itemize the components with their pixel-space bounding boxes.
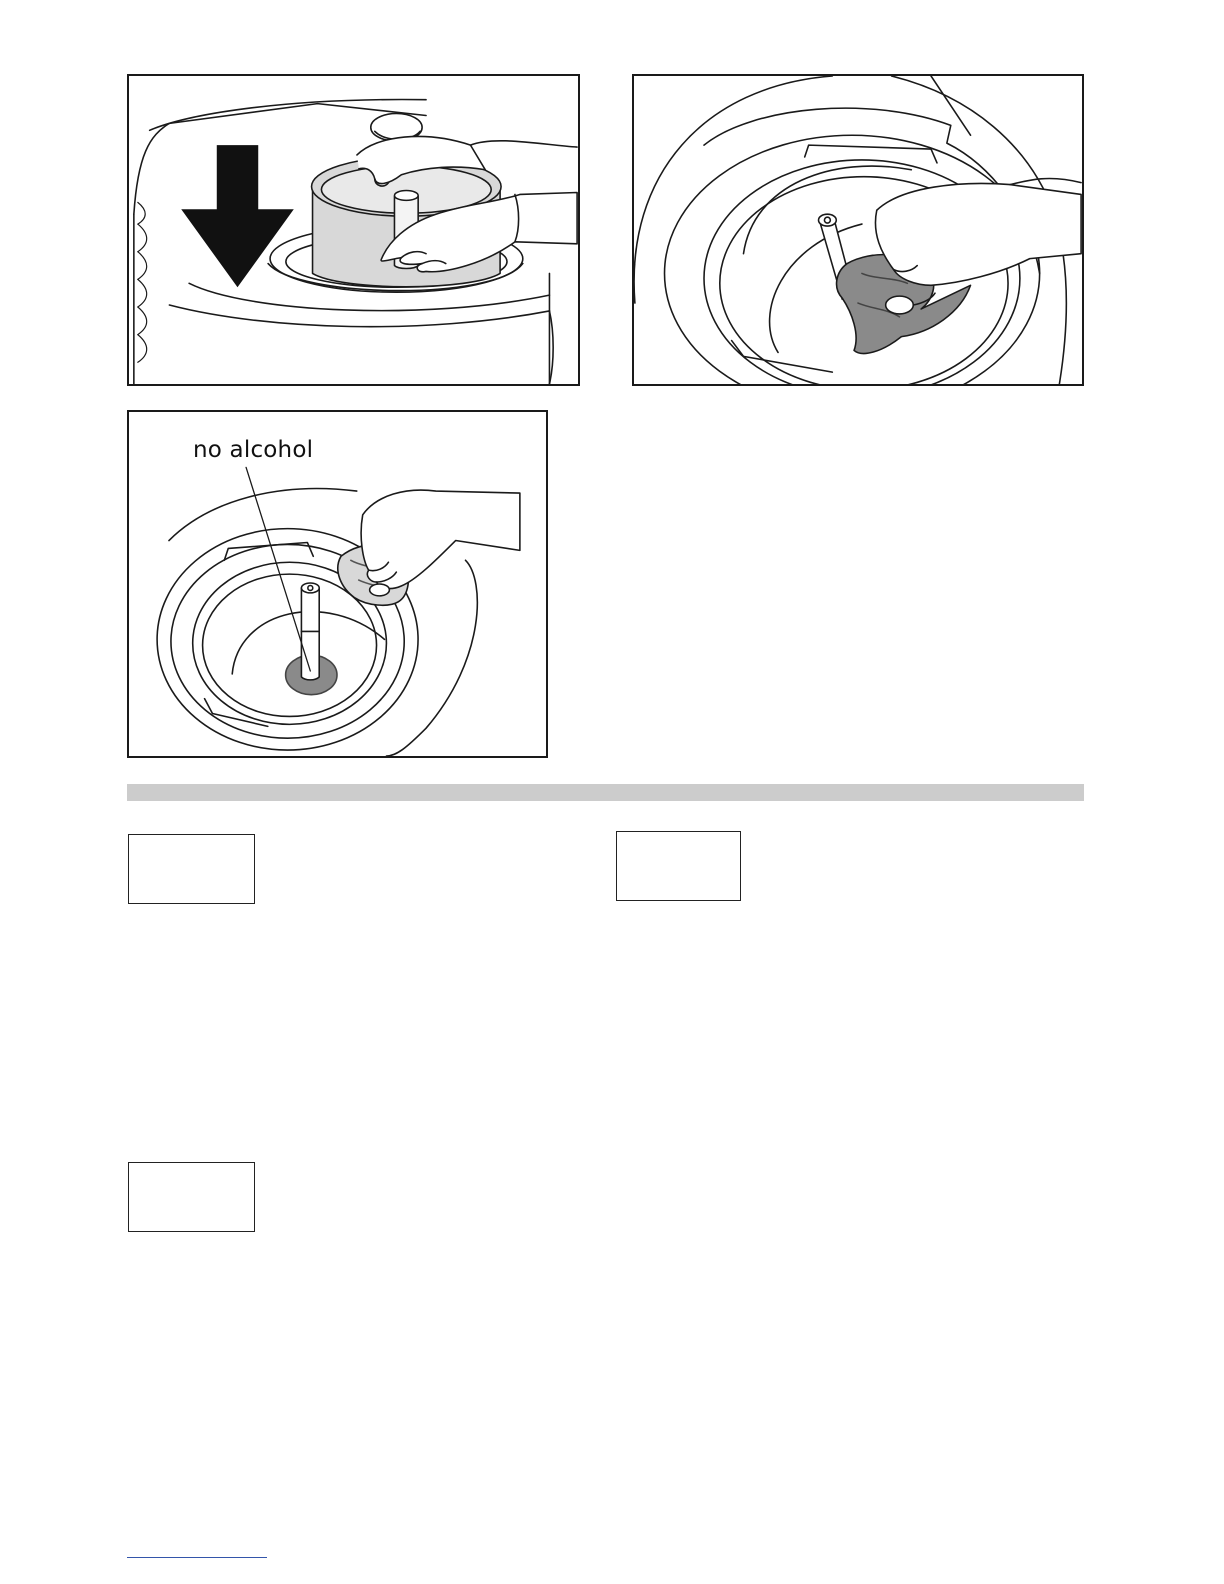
footnote-rule (127, 1557, 267, 1558)
empty-box-2 (616, 831, 741, 901)
figure-insert-bowl (127, 74, 580, 386)
empty-box-1 (128, 834, 255, 904)
figure-wipe-inside (632, 74, 1084, 386)
empty-box-3 (128, 1162, 255, 1232)
no-alcohol-label: no alcohol (193, 437, 314, 463)
figure-no-alcohol (127, 410, 548, 758)
down-arrow-icon (129, 76, 578, 384)
section-divider (127, 784, 1084, 801)
